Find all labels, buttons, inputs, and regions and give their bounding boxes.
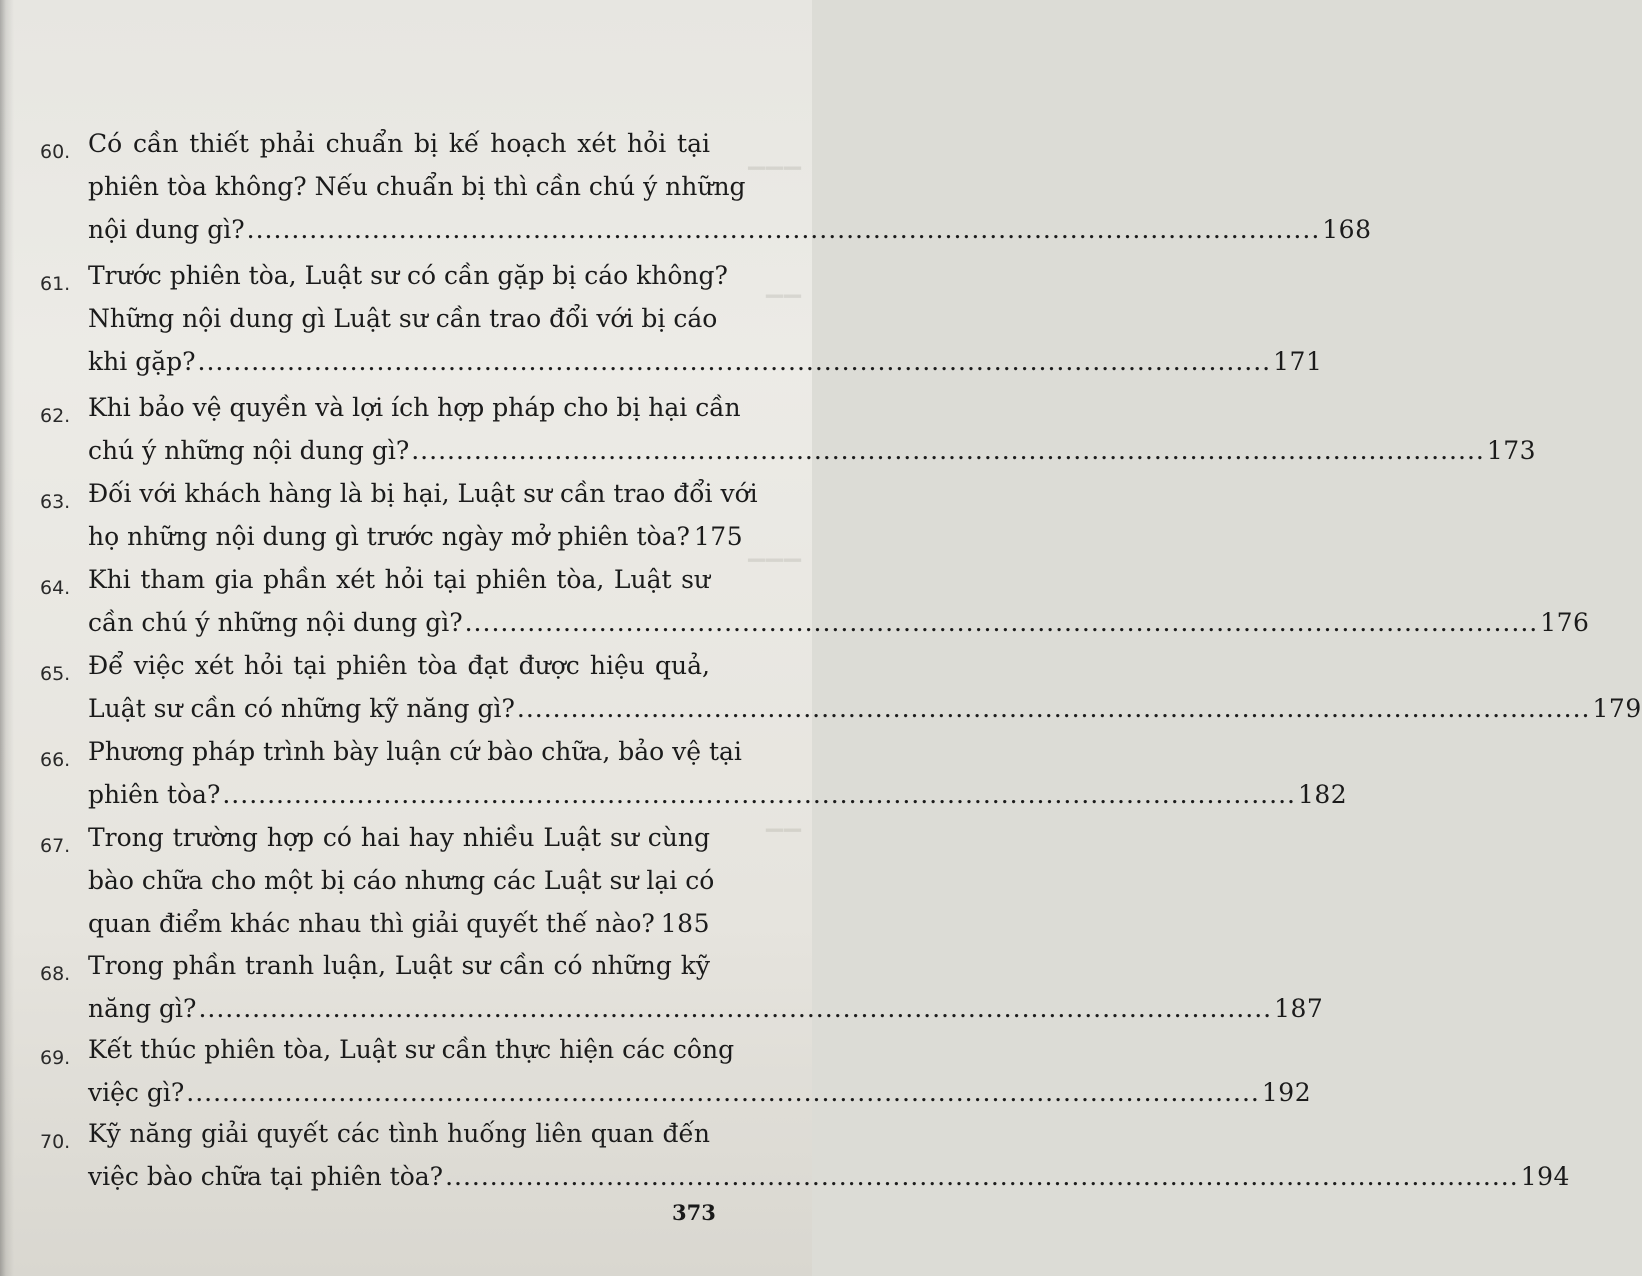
entry-text-tail: phiên tòa? xyxy=(88,780,221,809)
show-through-shadow: ▔▔ xyxy=(766,296,802,321)
entry-text-tail: năng gì? xyxy=(88,994,197,1023)
entry-number: 70. xyxy=(40,1131,71,1153)
entry-text-line: Trong phần tranh luận, Luật sư cần có những kỹ xyxy=(88,951,710,980)
entry-page-number: 194 xyxy=(1520,1162,1570,1191)
entry-text-line: Để việc xét hỏi tại phiên tòa đạt được hiệu quả, xyxy=(88,651,710,680)
entry-number: 61. xyxy=(40,273,71,295)
entry-text-tail: chú ý những nội dung gì? xyxy=(88,436,410,465)
entry-number: 63. xyxy=(40,491,71,513)
entry-text-line: Trong trường hợp có hai hay nhiều Luật sư cùng xyxy=(88,823,710,852)
entry-text-tail: cần chú ý những nội dung gì? xyxy=(88,608,463,637)
entry-last-line xyxy=(88,208,1372,251)
entry-last-line xyxy=(88,773,1348,816)
show-through-shadow: ▔▔ xyxy=(766,830,802,855)
entry-text-tail: khi gặp? xyxy=(88,347,196,376)
entry-text-line: Kỹ năng giải quyết các tình huống liên quan đến xyxy=(88,1119,710,1148)
entry-number: 67. xyxy=(40,835,71,857)
entry-text-line: Khi bảo vệ quyền và lợi ích hợp pháp cho bị hại cần xyxy=(88,393,741,422)
dot-leader: ........................................................................................................................ xyxy=(246,215,1321,244)
entry-page-number: 185 xyxy=(660,909,710,938)
entry-last-line xyxy=(88,601,1590,644)
entry-text-tail: Luật sư cần có những kỹ năng gì? xyxy=(88,694,515,723)
entry-text-tail: việc bào chữa tại phiên tòa? xyxy=(88,1162,444,1191)
entry-text-line: Những nội dung gì Luật sư cần trao đổi với bị cáo xyxy=(88,304,718,333)
entry-number: 65. xyxy=(40,663,71,685)
entry-last-line xyxy=(88,987,1324,1030)
show-through-shadow: ▔▔▔ xyxy=(748,560,802,585)
entry-last-line xyxy=(88,687,1642,730)
entry-last-line xyxy=(88,340,1323,383)
entry-page-number: 168 xyxy=(1322,215,1372,244)
entry-last-line xyxy=(88,1155,1570,1198)
entry-number: 60. xyxy=(40,141,71,163)
dot-leader: ........................................................................................................................ xyxy=(464,608,1539,637)
entry-text-line: bào chữa cho một bị cáo nhưng các Luật sư lại có xyxy=(88,866,715,895)
entry-text-line: Kết thúc phiên tòa, Luật sư cần thực hiện các công xyxy=(88,1035,735,1064)
dot-leader: ........................................................................................................................ xyxy=(197,347,1272,376)
show-through-shadow: ▔▔▔ xyxy=(748,168,802,193)
entry-number: 66. xyxy=(40,749,71,771)
entry-text-line: Khi tham gia phần xét hỏi tại phiên tòa, Luật sư xyxy=(88,565,710,594)
entry-text-line: Phương pháp trình bày luận cứ bào chữa, bảo vệ tại xyxy=(88,737,742,766)
entry-number: 69. xyxy=(40,1047,71,1069)
entry-text-tail: quan điểm khác nhau thì giải quyết thế nào? xyxy=(88,909,655,938)
entry-text-tail: họ những nội dung gì trước ngày mở phiên tòa? xyxy=(88,522,690,551)
entry-text-line: Trước phiên tòa, Luật sư có cần gặp bị cáo không? xyxy=(88,261,728,290)
dot-leader: ........................................................................................................................ xyxy=(411,436,1485,465)
entry-text-tail: việc gì? xyxy=(88,1078,185,1107)
entry-page-number: 176 xyxy=(1540,608,1590,637)
entry-number: 62. xyxy=(40,405,71,427)
dot-leader: ........................................................................................................................ xyxy=(198,994,1273,1023)
entry-page-number: 192 xyxy=(1261,1078,1312,1107)
dot-leader xyxy=(657,902,659,945)
entry-last-line xyxy=(88,429,1537,472)
entry-text-line: Đối với khách hàng là bị hại, Luật sư cần trao đổi với xyxy=(88,479,758,508)
page-number: 373 xyxy=(672,1200,716,1225)
entry-last-line xyxy=(88,1071,1312,1114)
entry-text-line: phiên tòa không? Nếu chuẩn bị thì cần chú ý những xyxy=(88,172,746,201)
entry-text-tail: nội dung gì? xyxy=(88,215,245,244)
entry-number: 64. xyxy=(40,577,71,599)
entry-page-number: 187 xyxy=(1274,994,1324,1023)
entry-page-number: 179 xyxy=(1592,694,1642,723)
entry-page-number: 173 xyxy=(1486,436,1537,465)
dot-leader: ........................................................................................................................ xyxy=(222,780,1296,809)
entry-page-number: 182 xyxy=(1297,780,1348,809)
entry-last-line xyxy=(88,515,744,558)
entry-page-number: 175 xyxy=(693,522,744,551)
entry-number: 68. xyxy=(40,963,71,985)
entry-page-number: 171 xyxy=(1273,347,1323,376)
dot-leader: ........................................................................................................................ xyxy=(186,1078,1260,1107)
entry-last-line xyxy=(88,902,710,945)
dot-leader: ........................................................................................................................ xyxy=(516,694,1591,723)
entry-text-line: Có cần thiết phải chuẩn bị kế hoạch xét hỏi tại xyxy=(88,129,710,158)
dot-leader: ........................................................................................................................ xyxy=(445,1162,1519,1191)
